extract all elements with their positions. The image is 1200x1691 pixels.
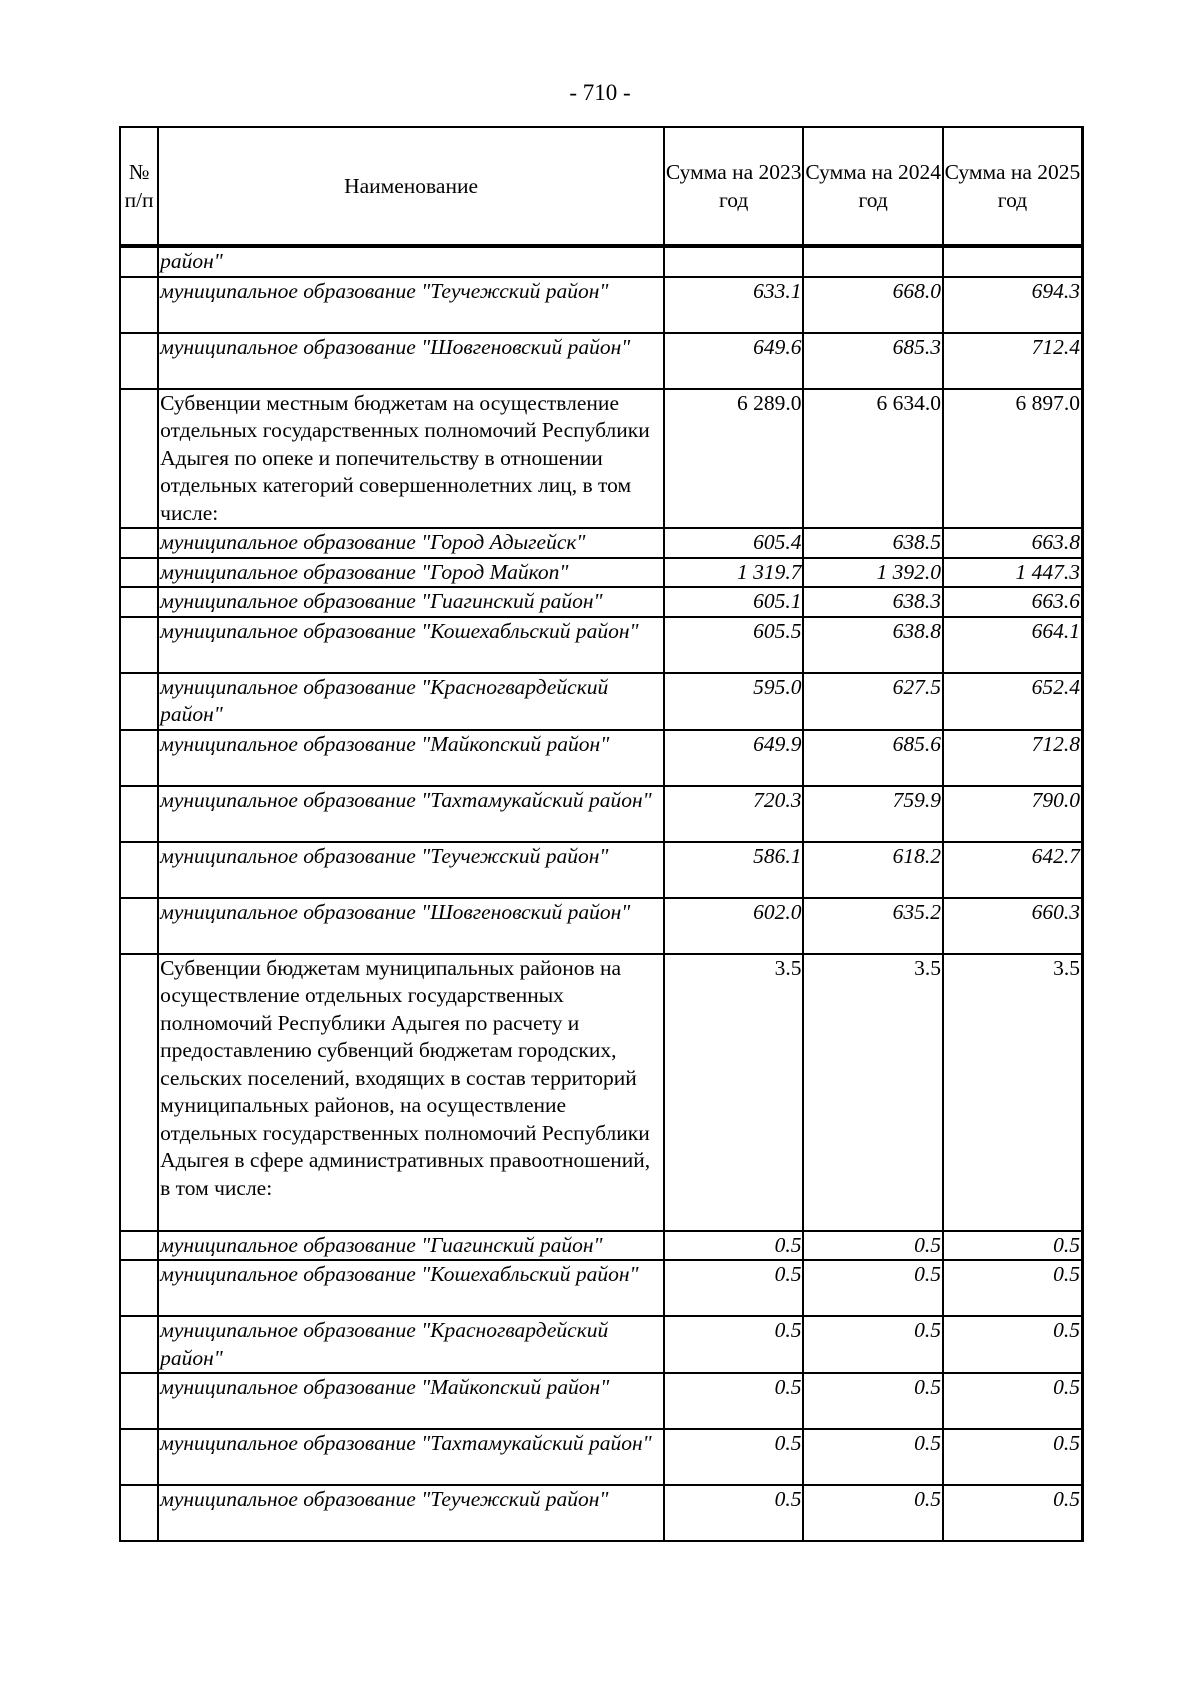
- value-2023: 0.5: [664, 1485, 804, 1541]
- row-name: муниципальное образование "Майкопский район": [158, 1373, 664, 1429]
- value-2024: 668.0: [803, 277, 943, 333]
- table-header-row: [120, 127, 1083, 246]
- row-num: [120, 558, 158, 588]
- row-num: [120, 277, 158, 333]
- value-2024: 1 392.0: [803, 558, 943, 588]
- value-2025: 663.8: [943, 528, 1083, 558]
- value-2023: 649.6: [664, 333, 804, 389]
- value-2023: 1 319.7: [664, 558, 804, 588]
- table-row: [120, 1429, 1083, 1485]
- value-2023: 0.5: [664, 1231, 804, 1261]
- row-name: муниципальное образование "Теучежский район": [158, 277, 664, 333]
- row-name: муниципальное образование "Тахтамукайский район": [158, 786, 664, 842]
- header-name: Наименование: [158, 127, 664, 246]
- value-2023: 720.3: [664, 786, 804, 842]
- value-2023: 0.5: [664, 1429, 804, 1485]
- row-num: [120, 1373, 158, 1429]
- row-name: муниципальное образование "Тахтамукайский район": [158, 1429, 664, 1485]
- value-2025: 0.5: [943, 1316, 1083, 1373]
- table-row-subtotal: [120, 954, 1083, 1231]
- row-num: [120, 389, 158, 529]
- value-2024: 685.6: [803, 730, 943, 786]
- value-2025: 6 897.0: [943, 389, 1083, 529]
- value-2023: 595.0: [664, 673, 804, 730]
- value-2023: 605.5: [664, 617, 804, 673]
- row-num: [120, 1429, 158, 1485]
- table-row: [120, 246, 1083, 277]
- budget-table: [119, 126, 1084, 1542]
- row-num: [120, 1316, 158, 1373]
- value-2023: 3.5: [664, 954, 804, 1231]
- table-row-subtotal: [120, 389, 1083, 529]
- value-2023: 6 289.0: [664, 389, 804, 529]
- table-row: [120, 277, 1083, 333]
- header-sum-2023: Сумма на 2023 год: [664, 127, 804, 246]
- table-row: [120, 786, 1083, 842]
- value-2025: 652.4: [943, 673, 1083, 730]
- row-num: [120, 1485, 158, 1541]
- value-2025: 0.5: [943, 1429, 1083, 1485]
- row-name: муниципальное образование "Теучежский район": [158, 842, 664, 898]
- value-2025: 660.3: [943, 898, 1083, 954]
- row-num: [120, 617, 158, 673]
- value-2025: [943, 246, 1083, 277]
- table-row: [120, 730, 1083, 786]
- page-number: - 710 -: [569, 80, 631, 105]
- row-num: [120, 786, 158, 842]
- value-2025: 790.0: [943, 786, 1083, 842]
- value-2024: 635.2: [803, 898, 943, 954]
- row-name: Субвенции местным бюджетам на осуществление отдельных государственных полномочий Республики Адыгея по опеке и попечительству в отношении отдельных категорий совершеннолетних лиц, в том числе:: [158, 389, 664, 529]
- row-name: муниципальное образование "Город Майкоп": [158, 558, 664, 588]
- row-name: муниципальное образование "Гиагинский район": [158, 587, 664, 617]
- value-2024: 0.5: [803, 1316, 943, 1373]
- table-row: [120, 617, 1083, 673]
- value-2024: 638.8: [803, 617, 943, 673]
- row-name: муниципальное образование "Майкопский район": [158, 730, 664, 786]
- value-2025: 712.8: [943, 730, 1083, 786]
- row-name: муниципальное образование "Кошехабльский район": [158, 1260, 664, 1316]
- row-name: Субвенции бюджетам муниципальных районов на осуществление отдельных государственных полномочий Республики Адыгея по расчету и предоставлению субвенций бюджетам городских, сельских поселений, входящих в состав территорий муниципальных районов, на осуществление отдельных государственных полномочий Республики Адыгея в сфере административных правоотношений, в том числе:: [158, 954, 664, 1231]
- table-row: [120, 1316, 1083, 1373]
- value-2025: 0.5: [943, 1260, 1083, 1316]
- row-num: [120, 954, 158, 1231]
- row-num: [120, 587, 158, 617]
- table-row: [120, 558, 1083, 588]
- row-name: муниципальное образование "Шовгеновский район": [158, 333, 664, 389]
- value-2023: 602.0: [664, 898, 804, 954]
- value-2024: 0.5: [803, 1429, 943, 1485]
- value-2024: 759.9: [803, 786, 943, 842]
- value-2024: 618.2: [803, 842, 943, 898]
- value-2023: 0.5: [664, 1316, 804, 1373]
- table-row: [120, 333, 1083, 389]
- value-2023: 0.5: [664, 1260, 804, 1316]
- value-2023: 649.9: [664, 730, 804, 786]
- row-name: муниципальное образование "Город Адыгейск": [158, 528, 664, 558]
- value-2024: 0.5: [803, 1260, 943, 1316]
- table-row: [120, 1260, 1083, 1316]
- value-2025: 664.1: [943, 617, 1083, 673]
- value-2025: 694.3: [943, 277, 1083, 333]
- row-num: [120, 528, 158, 558]
- value-2023: 586.1: [664, 842, 804, 898]
- value-2024: 3.5: [803, 954, 943, 1231]
- value-2024: 685.3: [803, 333, 943, 389]
- value-2025: 712.4: [943, 333, 1083, 389]
- value-2025: 642.7: [943, 842, 1083, 898]
- header-sum-2024: Сумма на 2024 год: [803, 127, 943, 246]
- value-2023: 605.4: [664, 528, 804, 558]
- row-name: муниципальное образование "Гиагинский район": [158, 1231, 664, 1261]
- table-row: [120, 528, 1083, 558]
- value-2025: 0.5: [943, 1231, 1083, 1261]
- value-2023: 0.5: [664, 1373, 804, 1429]
- value-2024: 0.5: [803, 1373, 943, 1429]
- value-2024: [803, 246, 943, 277]
- value-2024: 0.5: [803, 1485, 943, 1541]
- value-2025: 1 447.3: [943, 558, 1083, 588]
- value-2024: 638.5: [803, 528, 943, 558]
- row-num: [120, 1231, 158, 1261]
- value-2023: 605.1: [664, 587, 804, 617]
- row-name: район": [158, 246, 664, 277]
- table-row: [120, 587, 1083, 617]
- row-num: [120, 898, 158, 954]
- value-2025: 0.5: [943, 1485, 1083, 1541]
- header-num: № п/п: [120, 127, 158, 246]
- value-2023: 633.1: [664, 277, 804, 333]
- value-2025: 0.5: [943, 1373, 1083, 1429]
- row-name: муниципальное образование "Красногвардейский район": [158, 1316, 664, 1373]
- row-num: [120, 246, 158, 277]
- table-row: [120, 842, 1083, 898]
- value-2024: 0.5: [803, 1231, 943, 1261]
- table-row: [120, 673, 1083, 730]
- value-2024: 6 634.0: [803, 389, 943, 529]
- value-2024: 627.5: [803, 673, 943, 730]
- table-row: [120, 898, 1083, 954]
- value-2023: [664, 246, 804, 277]
- value-2025: 663.6: [943, 587, 1083, 617]
- table-row: [120, 1231, 1083, 1261]
- row-name: муниципальное образование "Кошехабльский район": [158, 617, 664, 673]
- row-name: муниципальное образование "Теучежский район": [158, 1485, 664, 1541]
- table-row: [120, 1373, 1083, 1429]
- row-num: [120, 842, 158, 898]
- row-num: [120, 1260, 158, 1316]
- table-row: [120, 1485, 1083, 1541]
- header-sum-2025: Сумма на 2025 год: [943, 127, 1083, 246]
- row-name: муниципальное образование "Шовгеновский район": [158, 898, 664, 954]
- value-2025: 3.5: [943, 954, 1083, 1231]
- row-num: [120, 333, 158, 389]
- row-num: [120, 673, 158, 730]
- row-num: [120, 730, 158, 786]
- row-name: муниципальное образование "Красногвардейский район": [158, 673, 664, 730]
- value-2024: 638.3: [803, 587, 943, 617]
